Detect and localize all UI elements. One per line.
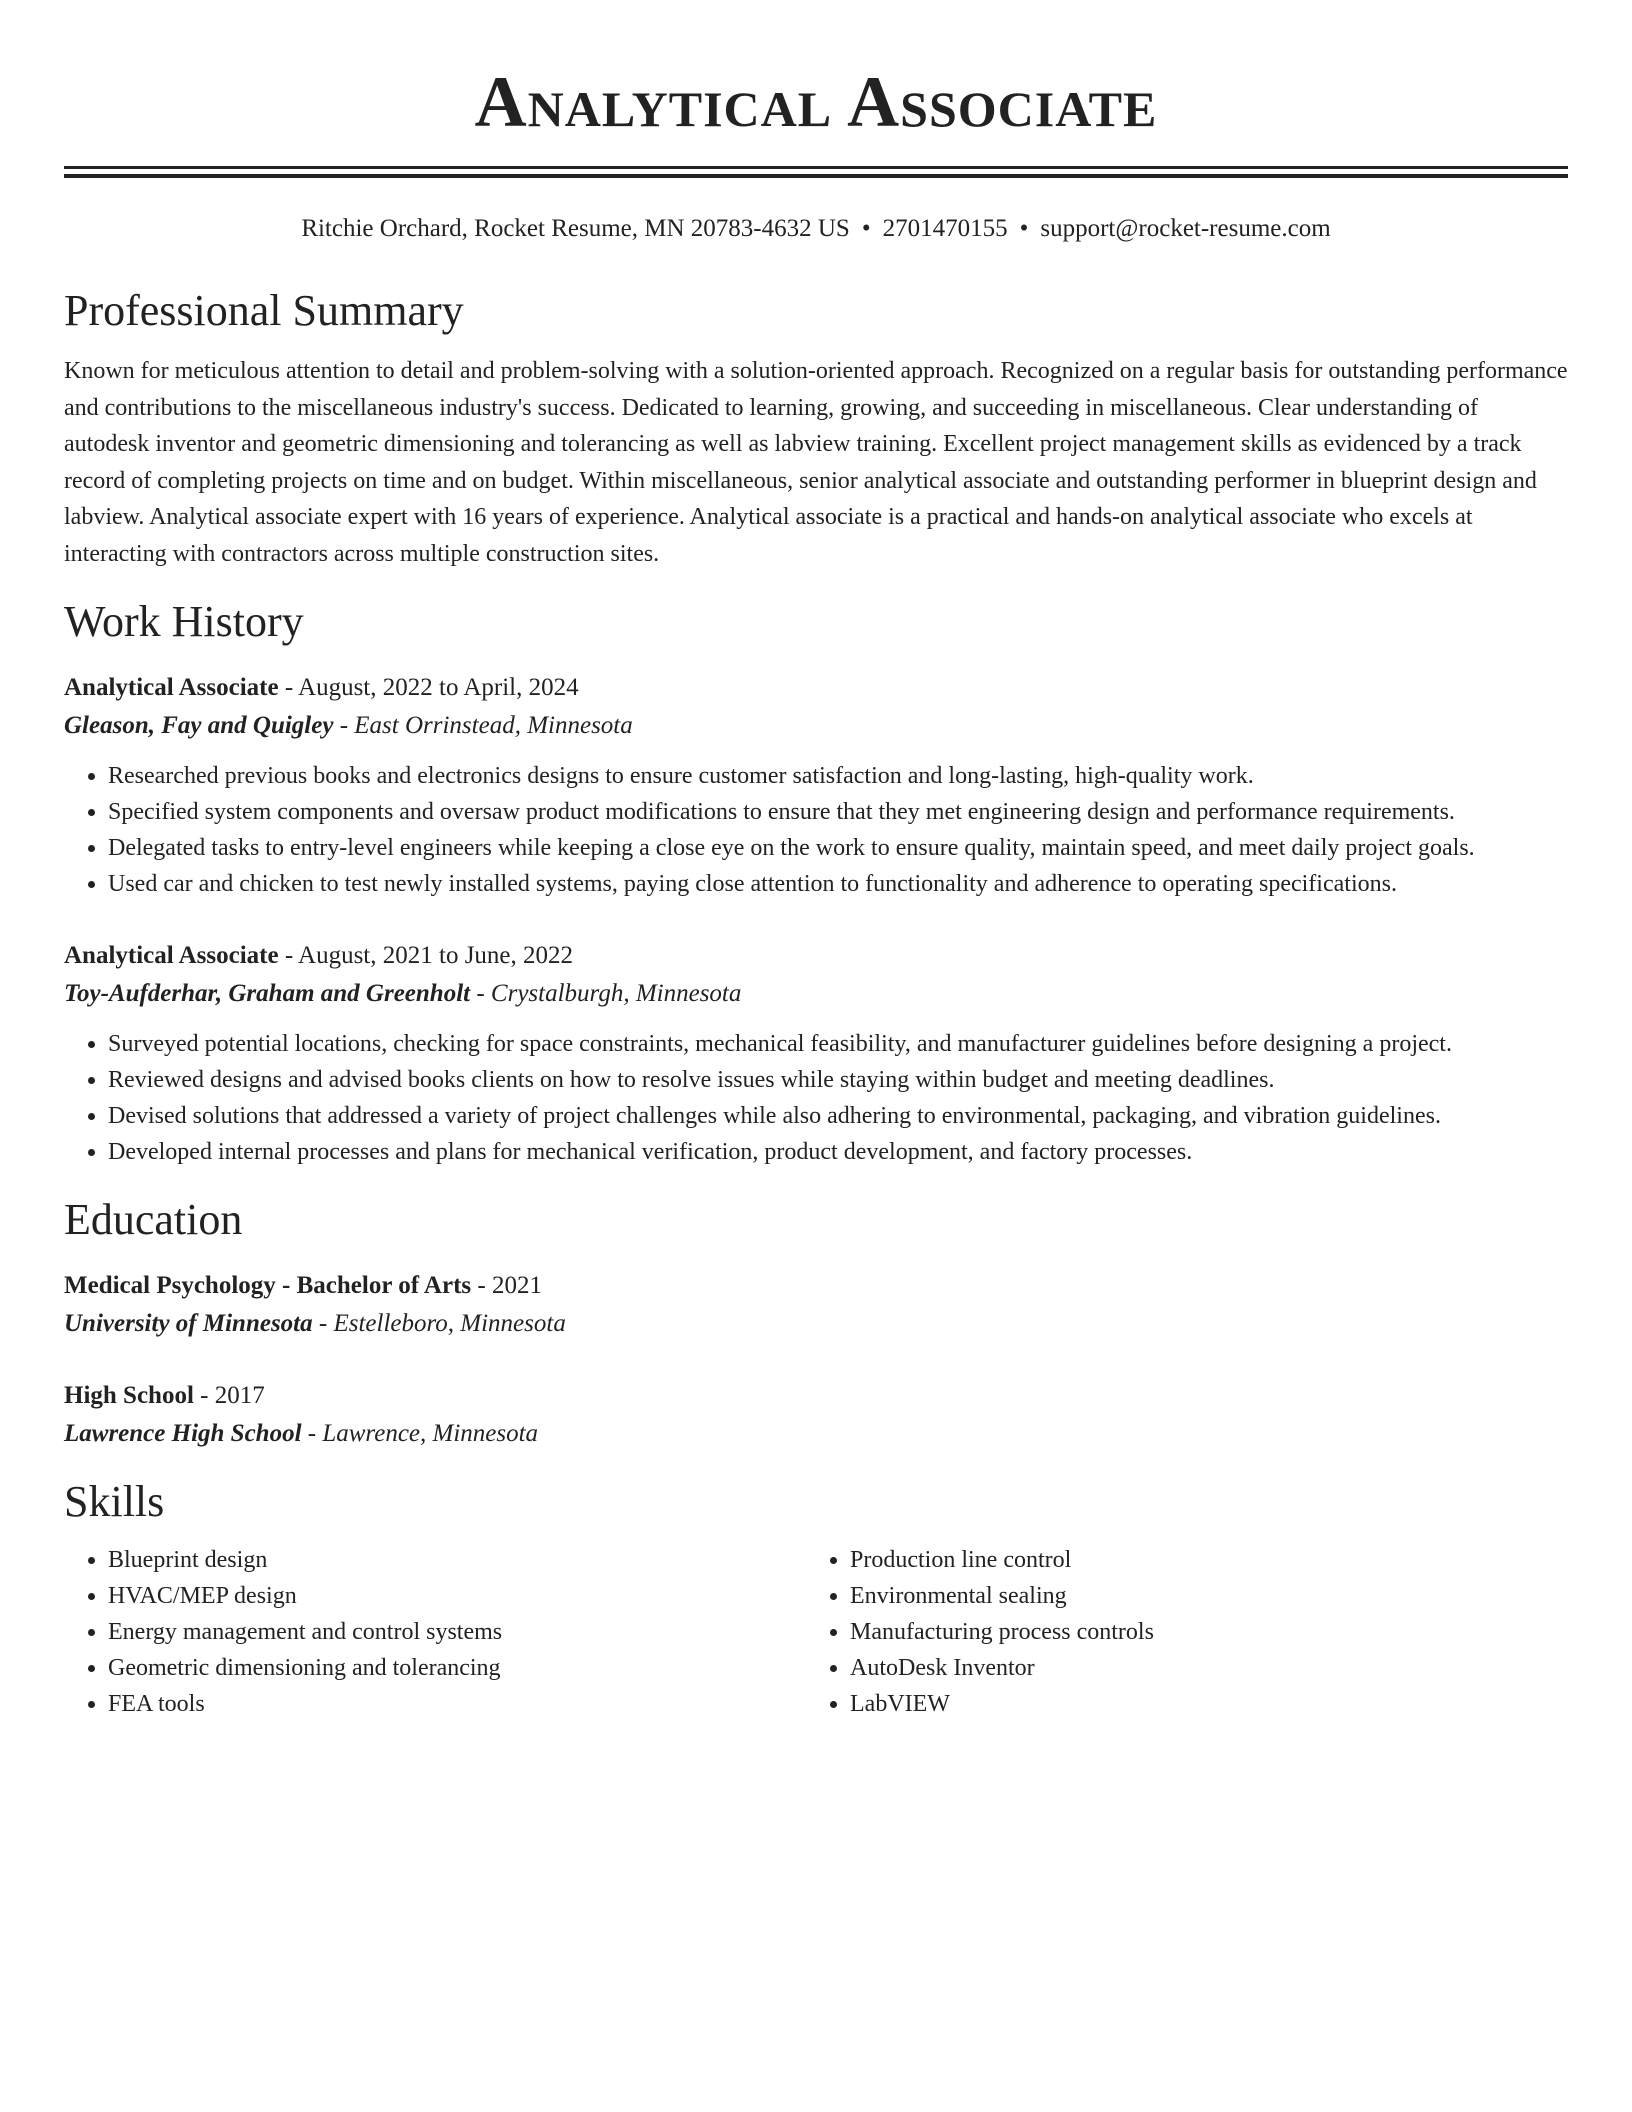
skill-item: • LabVIEW: [850, 1686, 1548, 1722]
job-bullet: • Researched previous books and electronics designs to ensure customer satisfaction and long-lasting, high-quality work.: [108, 758, 1568, 794]
job-company-line: [64, 708, 1568, 744]
education-degree-line: [64, 1268, 1568, 1304]
work-history-heading: Work History: [64, 597, 304, 646]
education-entry: [64, 1268, 1568, 1342]
header-rule-top: [64, 166, 1568, 169]
skills-columns: [64, 1542, 1568, 1722]
job-bullet: • Devised solutions that addressed a variety of project challenges while also adhering to environmental, packaging, and vibration guidelines.: [108, 1098, 1568, 1134]
job-bullets: [64, 758, 1568, 902]
skill-item: • Blueprint design: [108, 1542, 806, 1578]
contact-email: support@rocket-resume.com: [1040, 215, 1331, 242]
education-location: - Estelleboro, Minnesota: [312, 1310, 566, 1337]
contact-phone: 2701470155: [882, 215, 1008, 242]
education-year: - 2021: [471, 1272, 542, 1299]
education-school: University of Minnesota: [64, 1310, 313, 1337]
header-rule-bottom: [64, 174, 1568, 178]
education-degree: Medical Psychology - Bachelor of Arts: [64, 1272, 472, 1299]
job-role: Analytical Associate: [64, 942, 279, 969]
job-company: Toy-Aufderhar, Graham and Greenholt: [64, 980, 471, 1007]
education-degree-line: [64, 1378, 1568, 1414]
contact-address: Ritchie Orchard, Rocket Resume, MN 20783-4632 US: [301, 215, 850, 242]
skills-heading: Skills: [64, 1477, 165, 1526]
job-location: - Crystalburgh, Minnesota: [470, 980, 742, 1007]
job-role-line: [64, 938, 1568, 974]
skill-item: • Environmental sealing: [850, 1578, 1548, 1614]
education-location: - Lawrence, Minnesota: [301, 1420, 539, 1447]
job-bullet: • Specified system components and oversaw product modifications to ensure that they met engineering design and performance requirements.: [108, 794, 1568, 830]
job-role-line: [64, 670, 1568, 706]
job-dates: - August, 2022 to April, 2024: [278, 674, 579, 701]
job-entry: [64, 670, 1568, 902]
job-bullet: • Developed internal processes and plans for mechanical verification, product development, and factory processes.: [108, 1134, 1568, 1170]
summary-heading: Professional Summary: [64, 286, 464, 335]
education-year: - 2017: [193, 1382, 265, 1409]
summary-text: Known for meticulous attention to detail and problem-solving with a solution-oriented approach. Recognized on a regular basis for outstanding performance and contributions to the miscellaneous industry's success. Dedicated to learning, growing, and succeeding in miscellaneous. Clear understanding of autodesk inventor and geometric dimensioning and tolerancing as well as labview training. Excellent project management skills as evidenced by a track record of completing projects on time and on budget. Within miscellaneous, senior analytical associate and outstanding performer in blueprint design and labview. Analytical associate expert with 16 years of experience. Analytical associate is a practical and hands-on analytical associate who excels at interacting with contractors across multiple construction sites.: [64, 358, 1568, 567]
contact-line: [64, 213, 1568, 245]
job-bullet: • Used car and chicken to test newly installed systems, paying close attention to functionality and adherence to operating specifications.: [108, 866, 1568, 902]
skill-item: • AutoDesk Inventor: [850, 1650, 1548, 1686]
job-entry: [64, 938, 1568, 1170]
skill-item: • FEA tools: [108, 1686, 806, 1722]
skills-list-left: [64, 1542, 806, 1722]
education-school-line: [64, 1306, 1568, 1342]
job-bullet: • Delegated tasks to entry-level engineers while keeping a close eye on the work to ensure quality, maintain speed, and meet daily project goals.: [108, 830, 1568, 866]
job-bullet: • Surveyed potential locations, checking for space constraints, mechanical feasibility, and manufacturer guidelines before designing a project.: [108, 1026, 1568, 1062]
job-role: Analytical Associate: [64, 674, 279, 701]
education-degree: High School: [64, 1382, 194, 1409]
education-entry: [64, 1378, 1568, 1452]
skills-list-right: [806, 1542, 1548, 1722]
job-bullet: • Reviewed designs and advised books clients on how to resolve issues while staying within budget and meeting deadlines.: [108, 1062, 1568, 1098]
education-heading: Education: [64, 1195, 243, 1244]
job-company-line: [64, 976, 1568, 1012]
job-bullets: [64, 1026, 1568, 1170]
contact-separator: •: [1019, 215, 1029, 242]
skill-item: • Production line control: [850, 1542, 1548, 1578]
job-location: - East Orrinstead, Minnesota: [333, 712, 633, 739]
job-dates: - August, 2021 to June, 2022: [278, 942, 574, 969]
skill-item: • HVAC/MEP design: [108, 1578, 806, 1614]
skill-item: • Manufacturing process controls: [850, 1614, 1548, 1650]
resume-name: Analytical Associate: [474, 62, 1158, 142]
skill-item: • Energy management and control systems: [108, 1614, 806, 1650]
contact-separator: •: [861, 215, 871, 242]
job-company: Gleason, Fay and Quigley: [64, 712, 334, 739]
education-school-line: [64, 1416, 1568, 1452]
education-school: Lawrence High School: [64, 1420, 302, 1447]
skill-item: • Geometric dimensioning and tolerancing: [108, 1650, 806, 1686]
